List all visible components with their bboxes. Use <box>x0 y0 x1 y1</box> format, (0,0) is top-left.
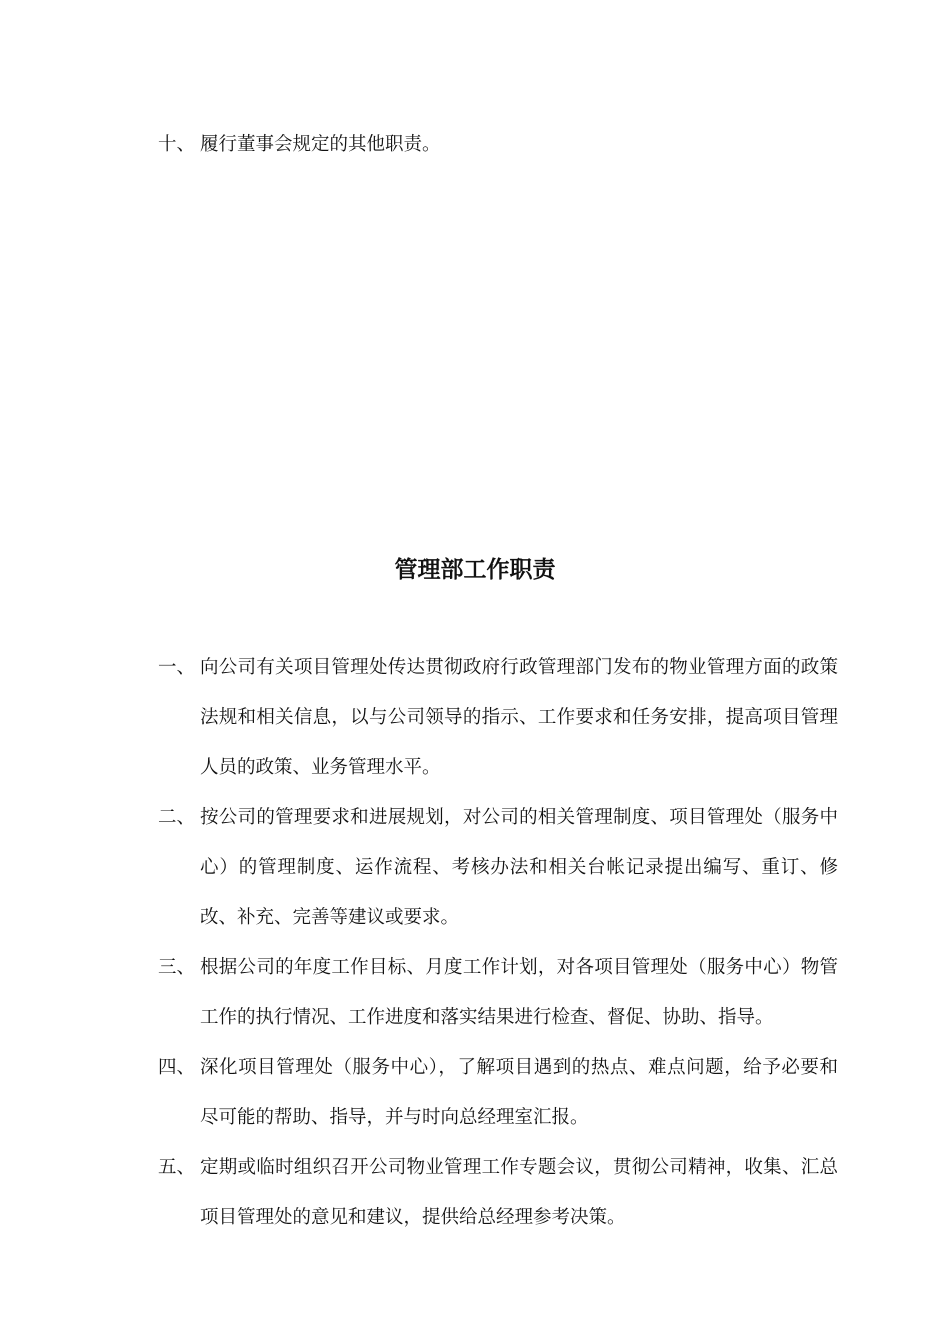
section-title: 管理部工作职责 <box>394 557 556 583</box>
item-text: 深化项目管理处（服务中心），了解项目遇到的热点、难点问题，给予必要和尽可能的帮助、指导，并与时向总经理室汇报。 <box>200 1057 838 1128</box>
item-text: 向公司有关项目管理处传达贯彻政府行政管理部门发布的物业管理方面的政策法规和相关信息，以与公司领导的指示、工作要求和任务安排，提高项目管理人员的政策、业务管理水平。 <box>200 657 838 778</box>
duty-item-1 <box>158 643 838 793</box>
item-number: 二、 <box>158 807 196 828</box>
duty-item-3 <box>158 943 838 1043</box>
duty-item-5 <box>158 1143 838 1243</box>
item-number: 三、 <box>158 957 196 978</box>
duty-item-4 <box>158 1043 838 1143</box>
item-text: 履行董事会规定的其他职责。 <box>200 134 441 155</box>
duty-item-2 <box>158 793 838 943</box>
item-number: 五、 <box>158 1157 196 1178</box>
item-number: 十、 <box>158 134 196 155</box>
duty-list <box>0 643 950 1243</box>
item-number: 一、 <box>158 657 196 678</box>
duty-item-10 <box>158 120 838 170</box>
item-text: 定期或临时组织召开公司物业管理工作专题会议，贯彻公司精神，收集、汇总项目管理处的意见和建议，提供给总经理参考决策。 <box>200 1157 838 1228</box>
item-text: 根据公司的年度工作目标、月度工作计划，对各项目管理处（服务中心）物管工作的执行情况、工作进度和落实结果进行检查、督促、协助、指导。 <box>200 957 838 1028</box>
item-number: 四、 <box>158 1057 196 1078</box>
item-text: 按公司的管理要求和进展规划，对公司的相关管理制度、项目管理处（服务中心）的管理制度、运作流程、考核办法和相关台帐记录提出编写、重订、修改、补充、完善等建议或要求。 <box>200 807 838 928</box>
